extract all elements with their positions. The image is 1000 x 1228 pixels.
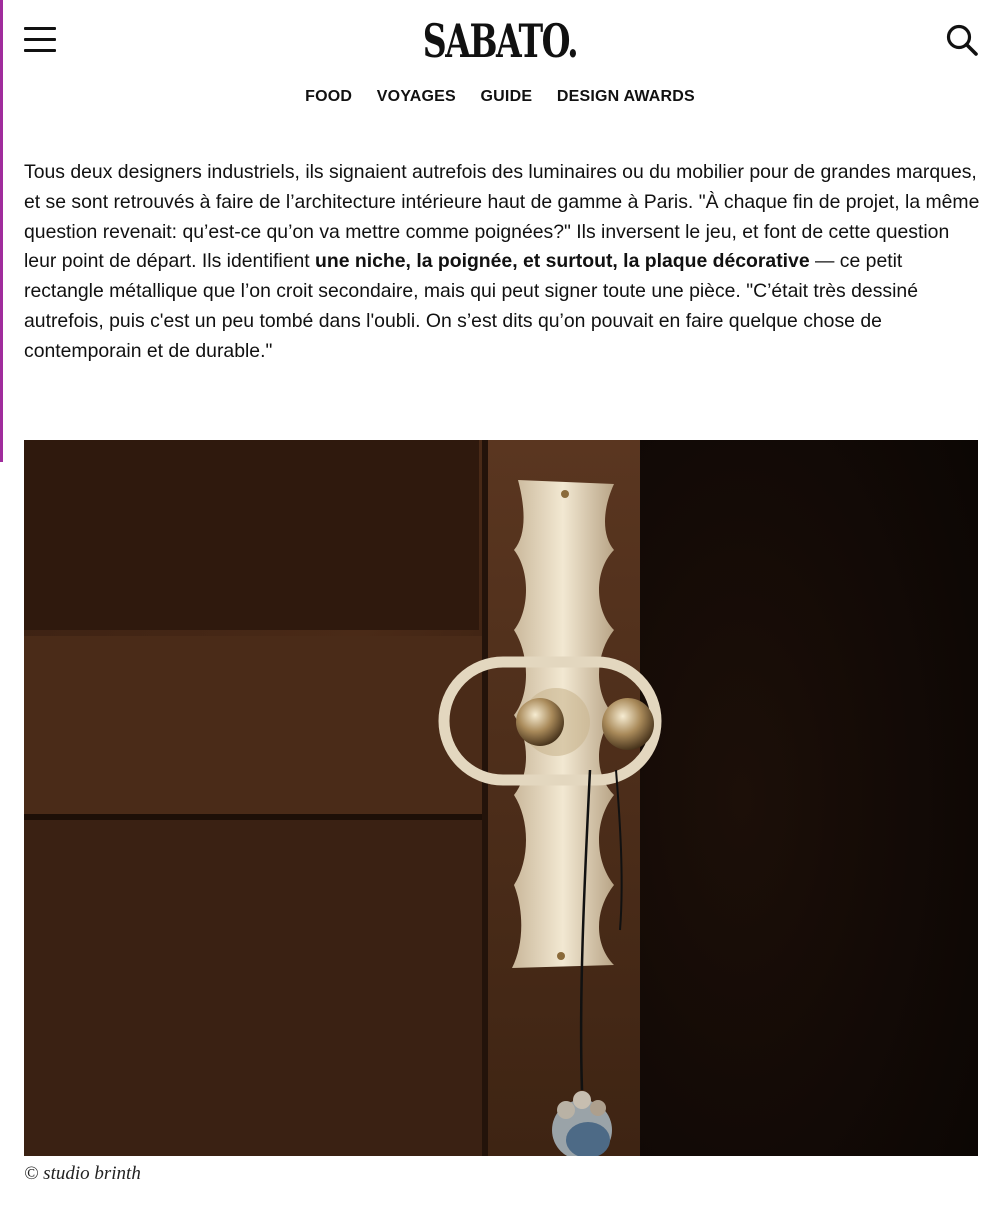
door-handle-photo (24, 440, 978, 1156)
nav-item-voyages[interactable]: VOYAGES (376, 88, 456, 105)
search-icon[interactable] (944, 22, 980, 58)
nav-item-design-awards[interactable]: DESIGN AWARDS (556, 88, 695, 105)
article-photo (24, 440, 978, 1156)
nav-item-guide[interactable]: GUIDE (480, 88, 533, 105)
article-paragraph (24, 158, 980, 367)
site-header (0, 0, 1000, 130)
article-text-part: Tous deux designers industriels, ils signaient autrefois des luminaires ou du mobilier pour de grandes marques, et se sont retrouvés à faire de l’architecture intérieure haut de gamme à Paris. "À chaque fin de projet, la même question revenait: qu’est-ce qu’on va mettre comme poignées?" Ils inversent le jeu, et font de cette question leur point de départ. Ils identifient (24, 161, 980, 273)
article-text-end: — ce petit rectangle métallique que l’on croit secondaire, mais qui peut signer toute une pièce. "C’était très dessiné autrefois, puis c'est un peu tombé dans l'oubli. On s’est dits qu’on pouvait en faire quelque chose de contemporain et de durable." (24, 250, 918, 362)
hamburger-menu-icon[interactable] (24, 26, 56, 54)
main-nav (0, 88, 1000, 106)
site-logo[interactable]: SABATO. (422, 14, 578, 68)
article-text-bold: une niche, la poignée, et surtout, la plaque décorative (315, 250, 810, 273)
photo-caption: © studio brinth (24, 1163, 141, 1184)
nav-item-food[interactable]: FOOD (305, 88, 353, 105)
